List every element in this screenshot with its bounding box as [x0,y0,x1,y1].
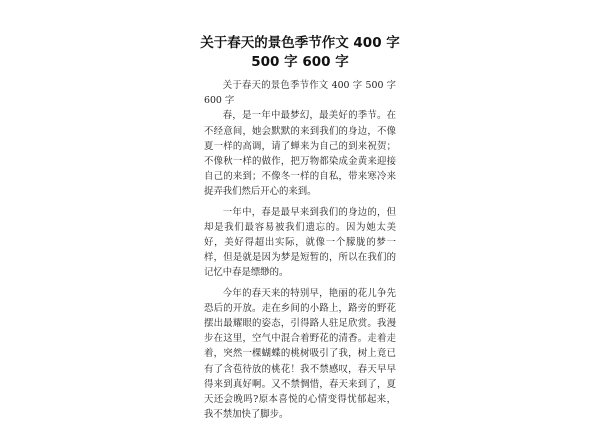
paragraph: 一年中，春是最早来到我们的身边的，但却是我们最容易被我们遗忘的。因为她太美好，美好得超出实际，就像一个朦胧的梦一样，但是就是因为梦是短暂的，所以在我们的记忆中春是缥缈的。 [204,206,396,279]
paragraph: 春，是一年中最梦幻，最美好的季节。在不经意间，她会默默的来到我们的身边，不像夏一样的高调，请了蝉来为自己的到来祝贺；不像秋一样的做作，把万物都染成金黄来迎接自己的来到；不像冬一样的自私，带来寒冷来捉弄我们然后开心的来到。 [204,110,396,198]
paragraph-subtitle: 关于春天的景色季节作文 400 字 500 字 600 字 [204,80,396,107]
document-title: 关于春天的景色季节作文 400 字 500 字 600 字 [200,35,400,70]
paragraph: 今年的春天来的特别早，艳丽的花儿争先恐后的开放。走在乡间的小路上，路旁的野花摆出最耀眼的姿态，引得路人驻足欣赏。我漫步在这里，空气中混合着野花的清香。走着走着，突然一棵蝴蝶的桃树吸引了我，树上竟已有了含苞待放的桃花！我不禁感叹，春天早早得来到真好啊。又不禁惆惜，春天来到了，夏天还会晚吗?原本喜悦的心情变得忧郁起来，我不禁加快了脚步。 [204,287,396,421]
document-body [204,78,396,427]
